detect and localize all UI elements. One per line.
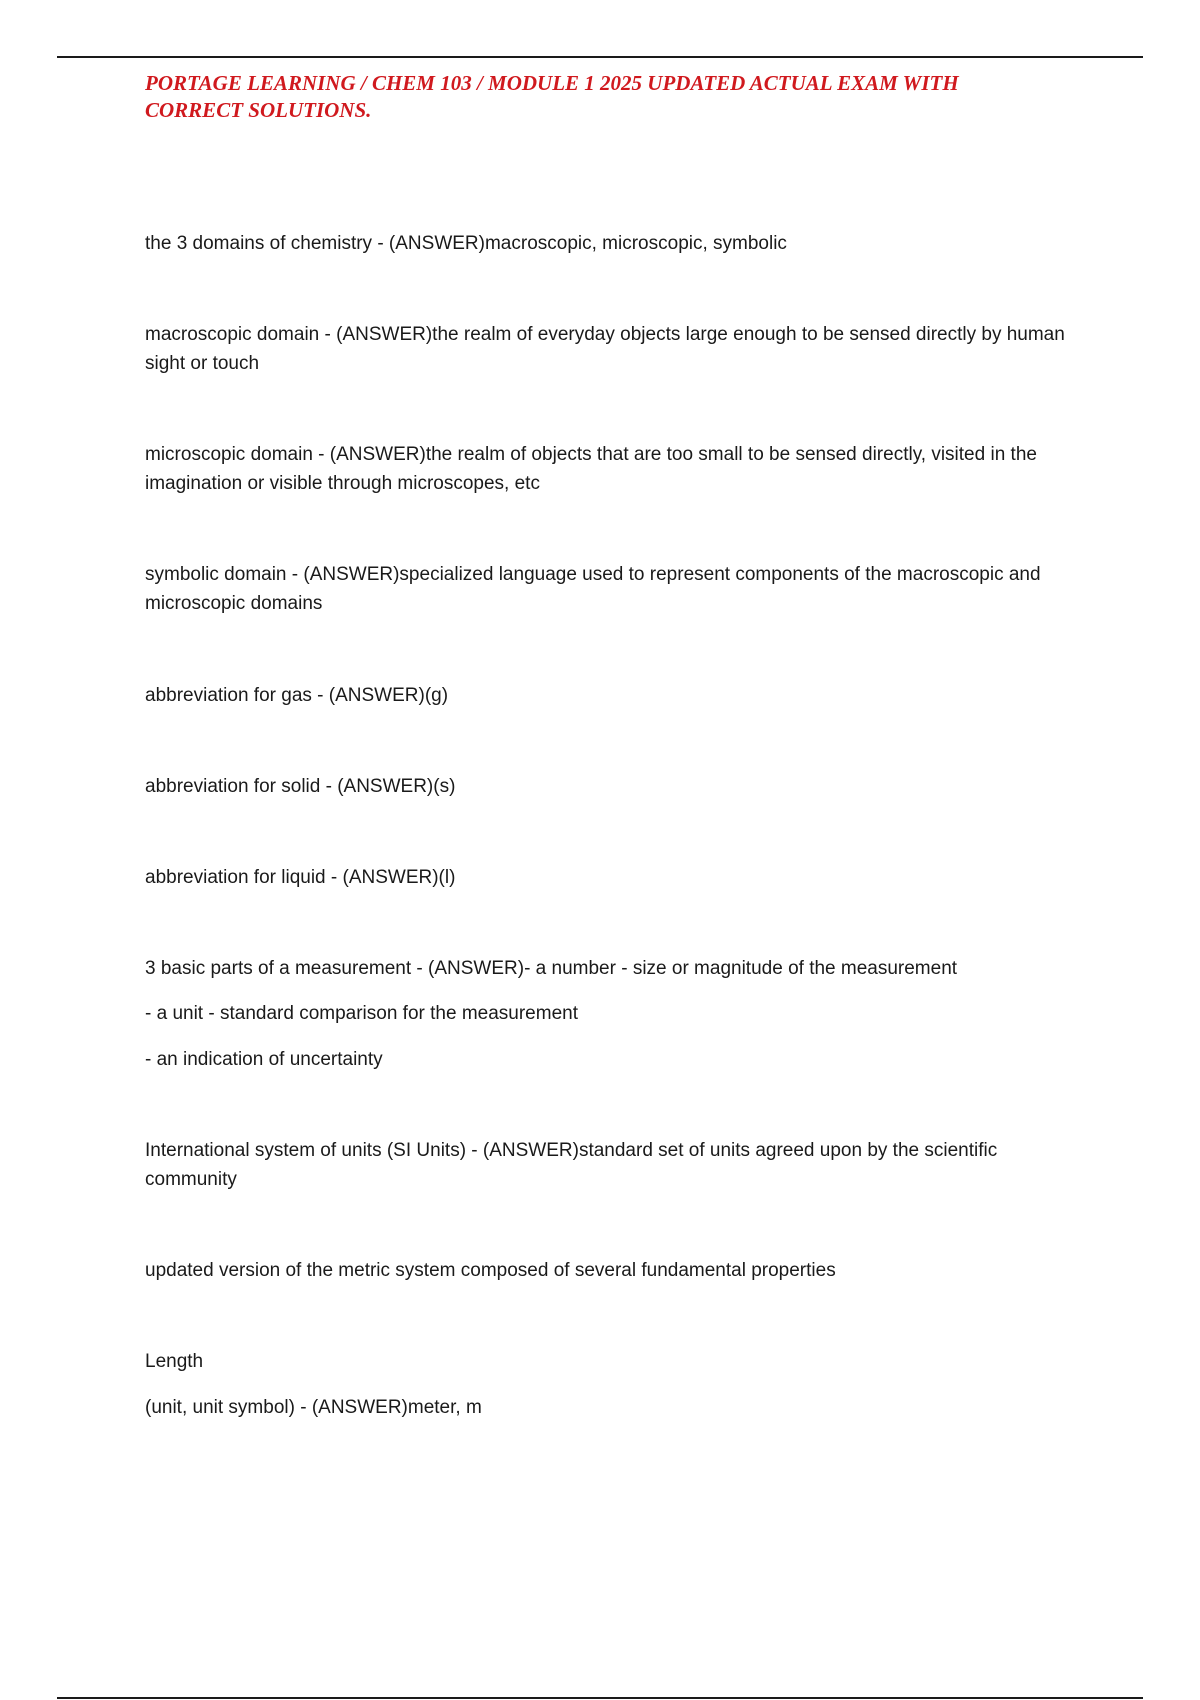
qa-entry: macroscopic domain - (ANSWER)the realm of everyday objects large enough to be sensed directly by human sight or touch [145, 324, 1065, 374]
qa-entry-continuation: - an indication of uncertainty [145, 1049, 383, 1070]
qa-entry: abbreviation for liquid - (ANSWER)(l) [145, 867, 456, 888]
qa-entry: abbreviation for gas - (ANSWER)(g) [145, 685, 449, 706]
qa-entry: 3 basic parts of a measurement - (ANSWER)- a number - size or magnitude of the measurement [145, 958, 958, 979]
qa-entry: International system of units (SI Units) - (ANSWER)standard set of units agreed upon by the scientific community [145, 1140, 998, 1190]
qa-entry: symbolic domain - (ANSWER)specialized language used to represent components of the macroscopic and microscopic domains [145, 564, 1041, 614]
document-title: PORTAGE LEARNING / CHEM 103 / MODULE 1 2025 UPDATED ACTUAL EXAM WITH CORRECT SOLUTIONS. [145, 71, 959, 122]
qa-entry: (unit, unit symbol) - (ANSWER)meter, m [145, 1397, 482, 1418]
qa-heading: Length [145, 1351, 204, 1372]
qa-entry: updated version of the metric system composed of several fundamental properties [145, 1260, 836, 1281]
qa-entry: microscopic domain - (ANSWER)the realm of objects that are too small to be sensed directly, visited in the imagination or visible through microscopes, etc [145, 444, 1037, 494]
qa-entry: the 3 domains of chemistry - (ANSWER)macroscopic, microscopic, symbolic [145, 233, 787, 254]
qa-entry-continuation: - a unit - standard comparison for the measurement [145, 1003, 578, 1024]
qa-entry: abbreviation for solid - (ANSWER)(s) [145, 776, 456, 797]
bottom-rule [57, 1697, 1143, 1699]
top-rule [57, 56, 1143, 58]
